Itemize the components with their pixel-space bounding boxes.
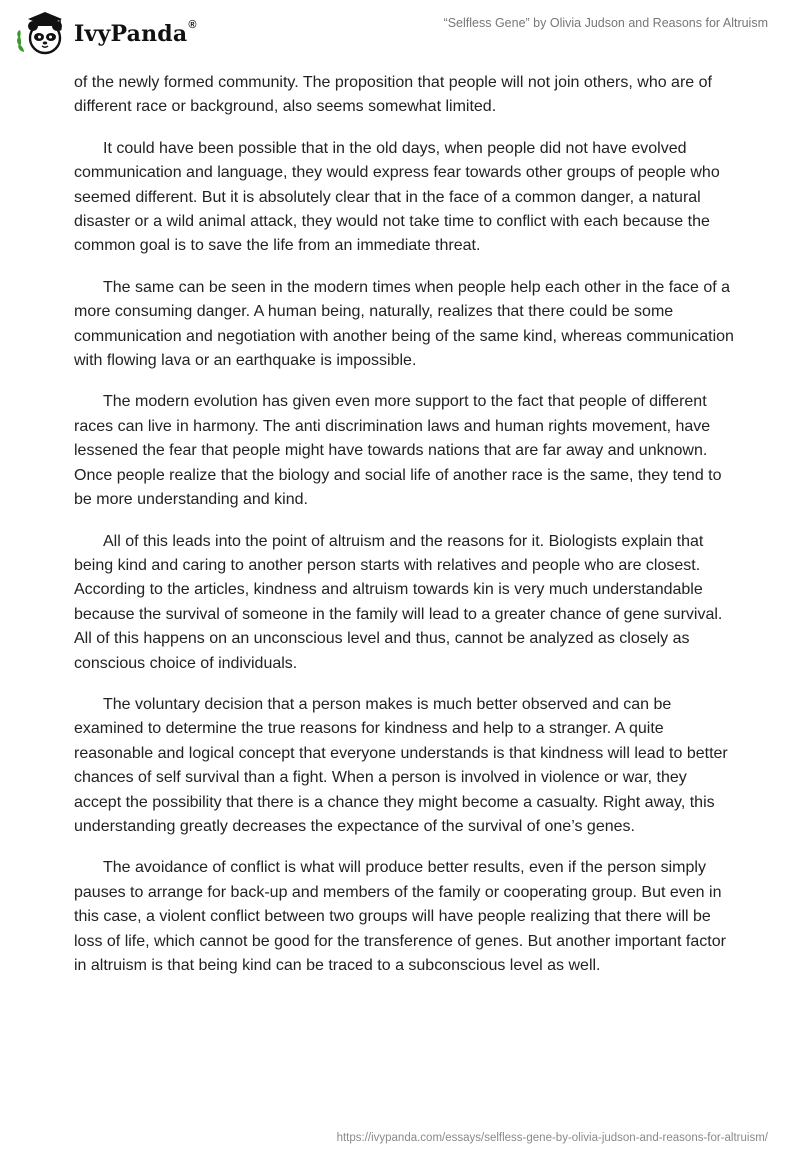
document-title: “Selfless Gene” by Olivia Judson and Reasons for Altruism	[443, 16, 768, 30]
paragraph: of the newly formed community. The proposition that people will not join others, who are of different race or background, also seems somewhat limited.	[74, 74, 712, 116]
source-url[interactable]: https://ivypanda.com/essays/selfless-gene-by-olivia-judson-and-reasons-for-altruism/	[336, 1132, 768, 1144]
paragraph: The same can be seen in the modern times when people help each other in the face of a more consuming danger. A human being, naturally, realizes that there could be some communication and negotiation with another being of the same kind, whereas communication with flowing lava or an earthquake is impossible.	[74, 278, 734, 370]
essay-body	[74, 71, 734, 995]
paragraph: The voluntary decision that a person makes is much better observed and can be examined to determine the true reasons for kindness and help to a stranger. A quite reasonable and logical concept that everyone understands is that kindness will lead to better chances of self survival than a fight. When a person is involved in violence or war, they accept the possibility that there is a chance they might become a casualty. Right away, this understanding greatly decreases the expectance of the survival of one’s genes.	[74, 695, 728, 835]
paragraph: All of this leads into the point of altruism and the reasons for it. Biologists explain that being kind and caring to another person starts with relatives and people who are closest. According to the articles, kindness and altruism towards kin is very much understandable because the survival of someone in the family will lead to a greater chance of gene survival. All of this happens on an unconscious level and thus, cannot be analyzed as closely as conscious choice of individuals.	[74, 532, 723, 672]
logo-text: IvyPanda®	[74, 19, 197, 47]
paragraph: It could have been possible that in the old days, when people did not have evolved communication and language, they would express fear towards other groups of people who seemed different. But it is absolutely clear that in the face of a common danger, a natural disaster or a wild animal attack, they would not take time to conflict with each because the common goal is to save the life from an immediate threat.	[74, 139, 720, 255]
page-header	[0, 0, 800, 60]
panda-graduate-icon	[14, 10, 72, 56]
paragraph: The modern evolution has given even more support to the fact that people of different races can live in harmony. The anti discrimination laws and human rights movement, have lessened the fear that people might have towards nations that are far away and unknown. Once people realize that the biology and social life of another race is the same, they tend to be more understanding and kind.	[74, 393, 722, 509]
paragraph: The avoidance of conflict is what will produce better results, even if the person simply pauses to arrange for back-up and members of the family or cooperating group. But even in this case, a violent conflict between two groups will have people realizing that there will be loss of life, which cannot be good for the transference of genes. But another important factor in altruism is that being kind can be traced to a subconscious level as well.	[74, 859, 726, 974]
ivypanda-logo[interactable]	[14, 10, 197, 56]
